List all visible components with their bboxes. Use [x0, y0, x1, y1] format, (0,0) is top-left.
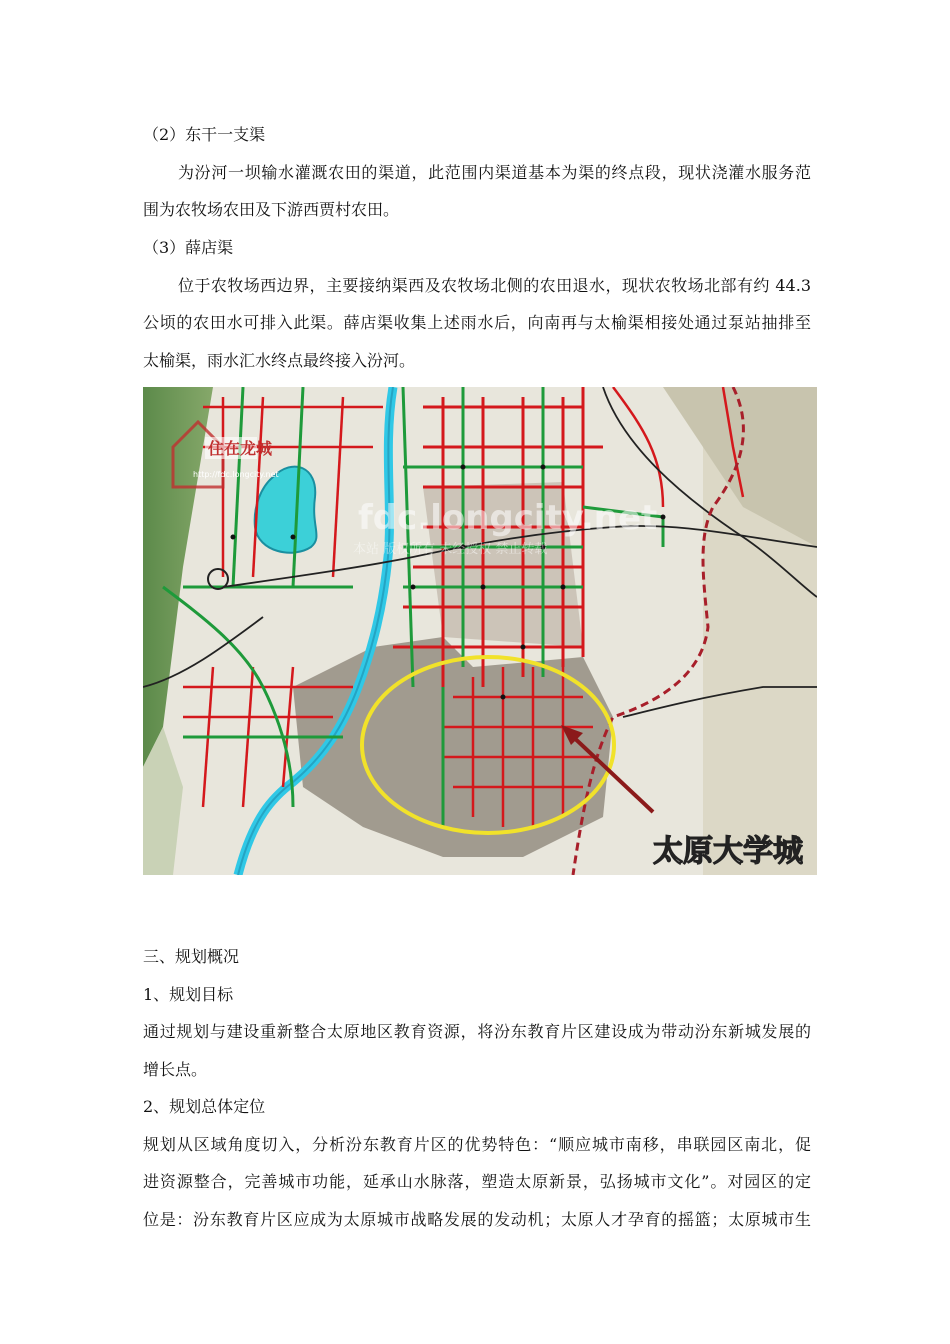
watermark: fdc.longcity.net [358, 498, 658, 538]
section-heading-2: （2）东干一支渠 [143, 125, 266, 144]
goal-heading: 1、规划目标 [143, 985, 234, 1004]
watermark-sub: 本站 版权所有 未经授权 禁止转载 [353, 542, 548, 557]
paragraph-line: 围为农牧场农田及下游西贾村农田。 [143, 200, 400, 219]
paragraph-line: 进资源整合，完善城市功能，延承山水脉落，塑造太原新景，弘扬城市文化”。对园区的定 [143, 1172, 811, 1191]
map-caption: 太原大学城 [653, 834, 803, 869]
logo-url: http://fdc.longcity.net [193, 470, 279, 479]
section-heading-3: （3）薛店渠 [143, 238, 234, 257]
chapter-heading: 三、规划概况 [143, 947, 240, 966]
paragraph-line: 位于农牧场西边界，主要接纳渠西及农牧场北侧的农田退水，现状农牧场北部有约 44.3 [178, 276, 811, 295]
position-heading: 2、规划总体定位 [143, 1097, 266, 1116]
paragraph-line: 增长点。 [143, 1060, 208, 1079]
paragraph-line: 规划从区域角度切入，分析汾东教育片区的优势特色：“顺应城市南移，串联园区南北，促 [143, 1135, 811, 1154]
paragraph-line: 公顷的农田水可排入此渠。薛店渠收集上述雨水后，向南再与太榆渠相接处通过泵站抽排至 [143, 313, 811, 332]
paragraph-line: 通过规划与建设重新整合太原地区教育资源，将汾东教育片区建设成为带动汾东新城发展的 [143, 1022, 811, 1041]
university-city-map [143, 387, 817, 875]
logo-text: 住在龙城 [208, 439, 273, 458]
paragraph-line: 太榆渠，雨水汇水终点最终接入汾河。 [143, 351, 416, 370]
paragraph-line: 位是：汾东教育片区应成为太原城市战略发展的发动机；太原人才孕育的摇篮；太原城市生 [143, 1210, 811, 1229]
paragraph-line: 为汾河一坝输水灌溉农田的渠道，此范围内渠道基本为渠的终点段，现状浇灌水服务范 [178, 163, 811, 182]
